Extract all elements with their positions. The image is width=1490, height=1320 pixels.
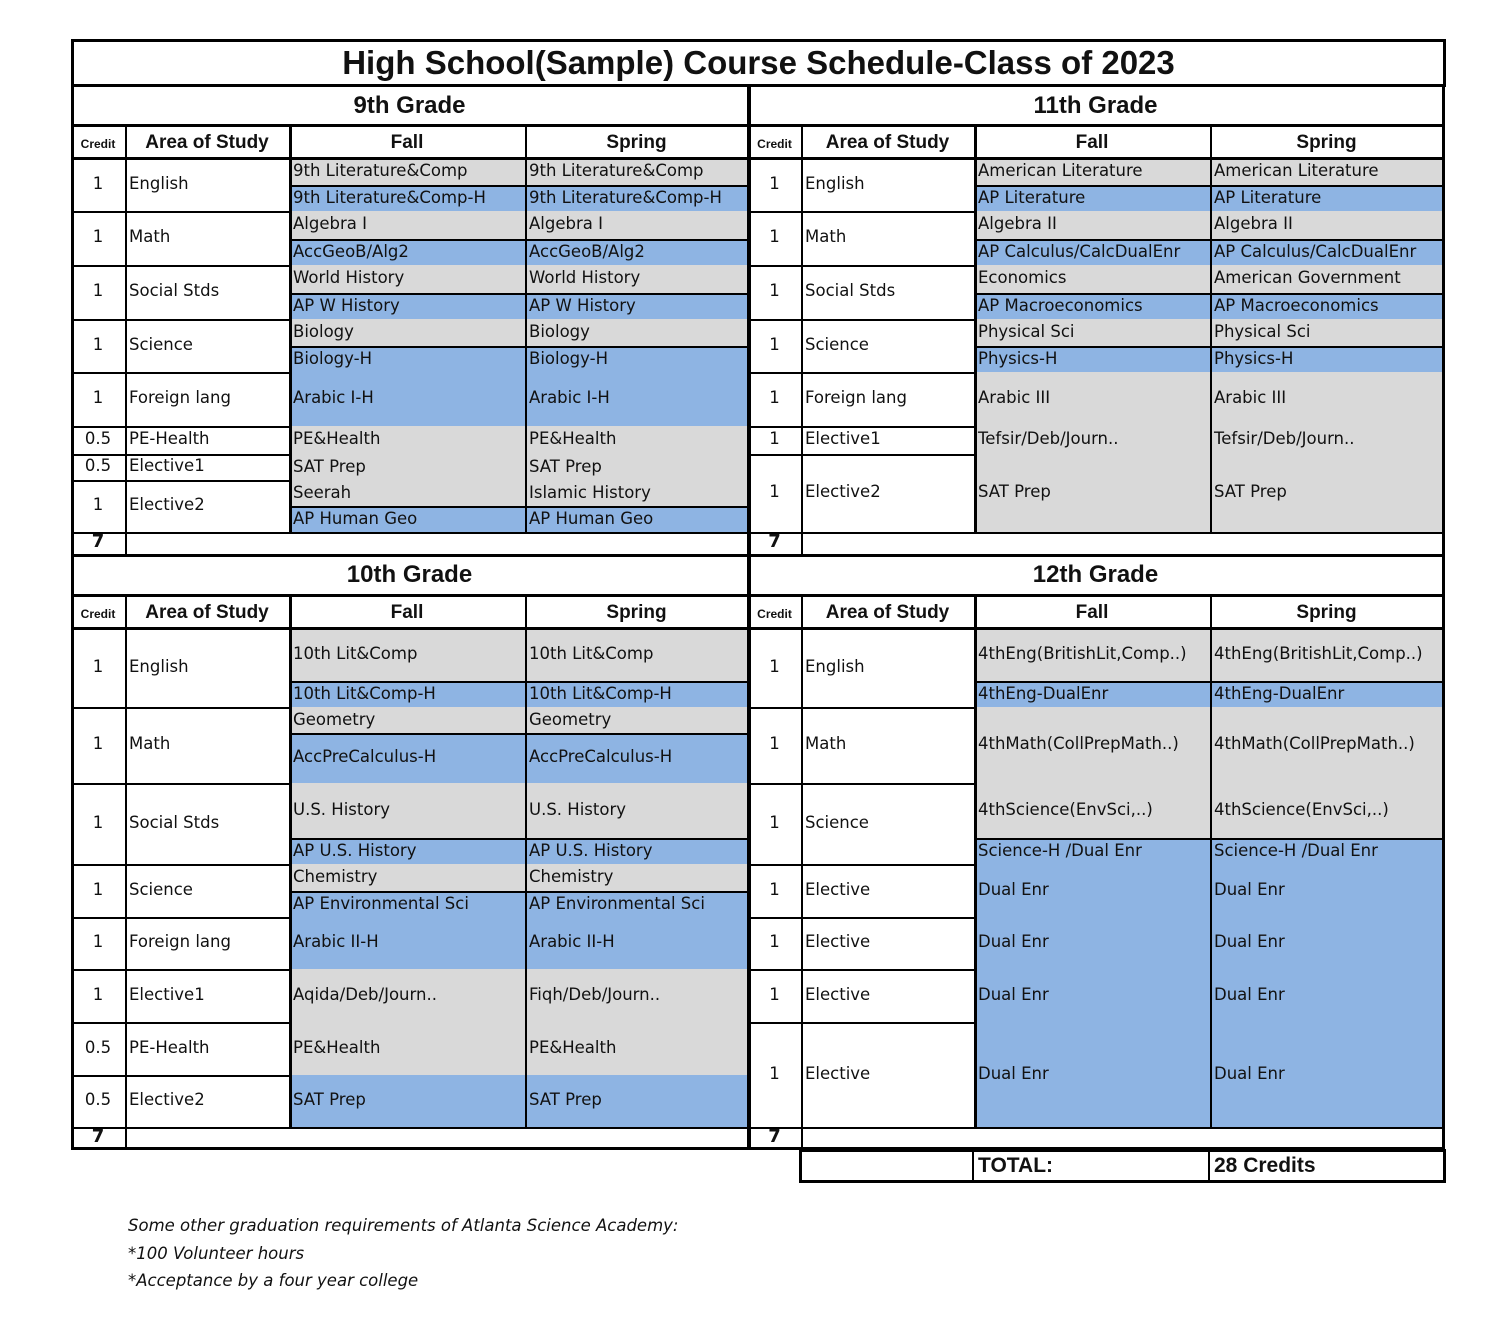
grade-11-spring-course: AP Macroeconomics — [1214, 296, 1379, 315]
grid-line — [748, 87, 751, 556]
grade-9-area-header: Area of Study — [145, 132, 269, 153]
grade-12-spring-course: 4thEng-DualEnr — [1214, 684, 1345, 703]
grade-10-fall-course: 10th Lit&Comp — [293, 643, 418, 663]
grade-11-credit-value: 1 — [769, 173, 780, 193]
total-divider-2 — [1208, 1149, 1210, 1183]
grade-10-fall-course: AP Environmental Sci — [293, 894, 469, 913]
grade-9-fall-course: SAT Prep — [293, 457, 366, 476]
grade-9-area-name: Math — [129, 227, 171, 246]
grade-10-fall-course: 10th Lit&Comp-H — [293, 684, 436, 703]
grid-line — [748, 1127, 1443, 1129]
grade-9-spring-course: 9th Literature&Comp — [529, 161, 704, 180]
grid-line — [125, 124, 127, 556]
grade-9-credit-value: 1 — [92, 334, 104, 354]
grade-10-fall-course: Geometry — [293, 710, 376, 729]
grade-10-area-name: PE-Health — [129, 1037, 210, 1057]
grade-11-fall-course: Physical Sci — [978, 322, 1075, 341]
grid-line — [289, 681, 748, 683]
grade-9-area-name: Social Stds — [129, 281, 220, 300]
grade-12-area-name: English — [805, 656, 865, 676]
grade-11-credit-value: 1 — [769, 281, 780, 300]
grade-12-spring-course: 4thMath(CollPrepMath..) — [1214, 734, 1415, 753]
grid-line — [748, 556, 751, 1149]
grade-11-fall-header: Fall — [1075, 132, 1109, 153]
grade-9-spring-course: World History — [529, 268, 641, 287]
grid-line — [748, 627, 1443, 630]
grade-12-spring-course: 4thScience(EnvSci,..) — [1214, 799, 1389, 819]
grid-line — [974, 239, 1443, 241]
grade-9-heading: 9th Grade — [353, 92, 466, 119]
grid-line — [748, 594, 1443, 597]
grid-line — [525, 594, 527, 1127]
grade-9-spring-course: Biology — [529, 322, 590, 341]
grade-11-area-name: Science — [805, 334, 869, 354]
grade-9-fall-course: PE&Health — [293, 429, 381, 448]
grade-9-spring-course: PE&Health — [529, 429, 617, 448]
grade-11-spring-course: Physics-H — [1214, 349, 1294, 368]
grade-10-credit-value: 0.5 — [84, 1090, 112, 1109]
grade-10-spring-course: U.S. History — [529, 799, 626, 819]
grid-line — [289, 185, 748, 187]
grade-11-area-name: Math — [805, 227, 847, 246]
grade-9-fall-course: World History — [293, 268, 405, 287]
grade-11-spring-course: AP Literature — [1214, 188, 1322, 207]
grade-10-fall-header: Fall — [390, 602, 424, 623]
grid-line — [748, 532, 1443, 534]
grade-9-area-name: Science — [129, 334, 193, 354]
grid-line — [71, 1147, 748, 1150]
grade-11-spring-course: Tefsir/Deb/Journ.. — [1214, 429, 1355, 448]
grade-11-spring-header: Spring — [1296, 132, 1357, 153]
grade-9-fall-course: Algebra I — [293, 214, 367, 233]
grid-line — [71, 594, 748, 597]
grade-11-fall-course: AP Calculus/CalcDualEnr — [978, 242, 1181, 261]
grade-12-credit-value: 1 — [769, 812, 780, 832]
grid-line — [289, 733, 748, 735]
grade-12-credit-value: 1 — [769, 932, 780, 951]
grid-line — [801, 124, 803, 556]
grade-10-fall-course: U.S. History — [293, 799, 390, 819]
grade-11-spring-course: Physical Sci — [1214, 322, 1311, 341]
grade-9-spring-course: 9th Literature&Comp-H — [529, 188, 722, 207]
grade-9-area-name: Foreign lang — [129, 388, 231, 407]
grade-10-spring-course: SAT Prep — [529, 1090, 602, 1109]
grade-10-spring-header: Spring — [606, 602, 667, 623]
grade-10-area-name: Elective2 — [129, 1090, 205, 1109]
grade-10-spring-course: AccPreCalculus-H — [529, 747, 673, 766]
total-box — [799, 1149, 1446, 1183]
grade-12-fall-course: Dual Enr — [978, 984, 1049, 1004]
grade-12-credit-value: 1 — [769, 879, 780, 899]
grade-12-area-name: Science — [805, 812, 869, 832]
grade-12-area-name: Elective — [805, 879, 871, 899]
grid-line — [71, 554, 748, 557]
grade-9-spring-course: SAT Prep — [529, 457, 602, 476]
grade-11-area-name: Social Stds — [805, 281, 896, 300]
grid-line — [71, 1127, 748, 1129]
grade-12-area-header: Area of Study — [825, 602, 950, 623]
grade-11-area-name: Foreign lang — [805, 388, 907, 407]
grade-10-area-name: Elective1 — [129, 984, 205, 1004]
grade-11-fall-course: Economics — [978, 268, 1067, 287]
grade-9-fall-course: Biology — [293, 322, 354, 341]
grade-12-credit-value: 1 — [769, 984, 780, 1004]
grade-9-spring-course: Arabic I-H — [529, 388, 610, 407]
grid-line — [289, 293, 748, 295]
grid-line — [748, 1147, 1443, 1150]
grade-9-credit-value: 1 — [92, 388, 104, 407]
grade-11-spring-course: AP Calculus/CalcDualEnr — [1214, 242, 1417, 261]
grid-line — [289, 506, 748, 508]
grade-10-credit-value: 1 — [92, 812, 104, 832]
grade-12-credit-value: 1 — [769, 1063, 780, 1083]
grade-11-fall-course: AP Macroeconomics — [978, 296, 1143, 315]
grid-line — [974, 594, 977, 1127]
grade-9-fall-course: AP W History — [293, 296, 400, 315]
grid-line — [525, 124, 527, 532]
grade-12-spring-course: Dual Enr — [1214, 879, 1285, 899]
grade-9-spring-course: Biology-H — [529, 349, 608, 368]
grade-12-fall-course: Science-H /Dual Enr — [978, 841, 1142, 860]
grade-11-spring-course: American Government — [1214, 268, 1401, 287]
grid-line — [289, 594, 292, 1127]
grade-11-credit-value: 1 — [769, 388, 780, 407]
grade-12-credit-value: 1 — [769, 734, 780, 753]
grade-11-spring-course: American Literature — [1214, 161, 1379, 180]
grade-11-area-header: Area of Study — [825, 132, 950, 153]
grid-line — [974, 681, 1443, 683]
grade-10-area-name: Social Stds — [129, 812, 220, 832]
grade-9-credit-value: 0.5 — [84, 456, 112, 475]
grade-9-spring-course: AP W History — [529, 296, 636, 315]
grade-11-credit-value: 1 — [769, 429, 780, 448]
grade-10-fall-course: Aqida/Deb/Journ.. — [293, 984, 437, 1004]
total-divider-1 — [972, 1149, 974, 1183]
grade-12-area-name: Elective — [805, 1063, 871, 1083]
grade-9-spring-course: Algebra I — [529, 214, 603, 233]
grade-10-credit-value: 1 — [92, 734, 104, 753]
grade-10-credit-value: 1 — [92, 932, 104, 951]
grid-line — [289, 239, 748, 241]
grid-line — [71, 532, 748, 534]
grade-11-area-name: Elective1 — [805, 429, 881, 448]
grid-line — [974, 293, 1443, 295]
grade-11-credit-value: 1 — [769, 482, 780, 501]
grid-line — [1442, 556, 1445, 1149]
grade-9-area-name: Elective1 — [129, 456, 205, 475]
grid-line — [71, 157, 748, 160]
grade-9-spring-course: AP Human Geo — [529, 509, 654, 528]
grade-9-spring-course: AccGeoB/Alg2 — [529, 242, 645, 261]
total-value: 28 Credits — [1214, 1154, 1316, 1177]
grid-line — [289, 891, 748, 893]
grade-12-fall-course: Dual Enr — [978, 932, 1049, 951]
grade-11-fall-course: AP Literature — [978, 188, 1086, 207]
grid-line — [71, 627, 748, 630]
grade-12-spring-course: Dual Enr — [1214, 1063, 1285, 1083]
grade-12-fall-course: Dual Enr — [978, 1063, 1049, 1083]
grade-12-spring-header: Spring — [1296, 602, 1357, 623]
grade-9-fall-course: 9th Literature&Comp — [293, 161, 468, 180]
grid-line — [801, 594, 803, 1149]
grade-12-spring-course: 4thEng(BritishLit,Comp..) — [1214, 643, 1423, 663]
grade-10-credit-value: 1 — [92, 656, 104, 676]
grid-line — [1210, 124, 1212, 532]
grade-10-spring-course: PE&Health — [529, 1037, 617, 1057]
grade-10-fall-course: Chemistry — [293, 867, 378, 886]
grade-10-fall-course: PE&Health — [293, 1037, 381, 1057]
grade-10-spring-course: Chemistry — [529, 867, 614, 886]
grade-11-area-name: English — [805, 173, 865, 193]
grade-9-fall-course: Biology-H — [293, 349, 372, 368]
grade-10-area-name: Foreign lang — [129, 932, 231, 951]
grade-12-credit-value: 1 — [769, 656, 780, 676]
grade-12-fall-header: Fall — [1075, 602, 1109, 623]
grade-10-spring-course: AP Environmental Sci — [529, 894, 705, 913]
grade-10-area-name: Science — [129, 879, 193, 899]
grid-line — [974, 185, 1443, 187]
grade-12-credit-header: Credit — [757, 607, 792, 621]
notes-college: *Acceptance by a four year college — [128, 1271, 419, 1290]
grade-12-area-name: Math — [805, 734, 847, 753]
grade-10-credit-value: 1 — [92, 879, 104, 899]
grade-9-area-name: English — [129, 173, 189, 193]
grade-11-heading: 11th Grade — [1033, 92, 1158, 119]
grade-10-credit-header: Credit — [80, 607, 116, 621]
grade-10-area-name: English — [129, 656, 189, 676]
grade-11-spring-course: Algebra II — [1214, 214, 1293, 233]
grid-line — [71, 124, 748, 127]
grade-9-credit-value: 1 — [92, 495, 104, 514]
grade-12-heading: 12th Grade — [1032, 561, 1159, 588]
grid-line — [289, 124, 292, 532]
grade-10-fall-course: SAT Prep — [293, 1090, 366, 1109]
grade-12-area-name: Elective — [805, 932, 871, 951]
grade-10-credit-value: 0.5 — [84, 1037, 112, 1057]
grid-line — [71, 87, 74, 556]
grade-12-spring-course: Dual Enr — [1214, 984, 1285, 1004]
grade-12-fall-course: 4thScience(EnvSci,..) — [978, 799, 1153, 819]
grade-11-area-name: Elective2 — [805, 482, 881, 501]
grid-line — [748, 554, 1443, 557]
grade-11-credit-header: Credit — [757, 137, 792, 151]
grid-line — [289, 346, 748, 348]
grade-9-spring-course: Islamic History — [529, 483, 651, 502]
grid-line — [974, 346, 1443, 348]
grade-12-fall-course: 4thMath(CollPrepMath..) — [978, 734, 1179, 753]
grade-10-fall-course: Arabic II-H — [293, 932, 379, 951]
grade-9-fall-course: AccGeoB/Alg2 — [293, 242, 409, 261]
grade-10-spring-course: Fiqh/Deb/Journ.. — [529, 984, 661, 1004]
grid-line — [748, 157, 1443, 160]
grade-12-area-name: Elective — [805, 984, 871, 1004]
grid-line — [125, 594, 127, 1149]
grid-line — [1210, 594, 1212, 1127]
grade-11-spring-course: SAT Prep — [1214, 482, 1287, 501]
grade-12-fall-course: 4thEng(BritishLit,Comp..) — [978, 643, 1187, 663]
grade-11-fall-course: Arabic III — [978, 388, 1051, 407]
grade-10-fall-course: AccPreCalculus-H — [293, 747, 437, 766]
total-label: TOTAL: — [978, 1154, 1054, 1177]
grade-9-credit-value: 1 — [92, 227, 104, 246]
grade-12-spring-course: Science-H /Dual Enr — [1214, 841, 1378, 860]
grid-line — [71, 556, 74, 1149]
grade-10-spring-course: 10th Lit&Comp — [529, 643, 654, 663]
grade-10-spring-course: Geometry — [529, 710, 612, 729]
grade-11-credit-total: 7 — [768, 531, 781, 552]
notes-volunteer: *100 Volunteer hours — [128, 1244, 305, 1263]
grade-11-fall-course: Algebra II — [978, 214, 1057, 233]
grade-9-fall-header: Fall — [390, 132, 424, 153]
grade-10-spring-course: Arabic II-H — [529, 932, 615, 951]
grade-11-credit-value: 1 — [769, 227, 780, 246]
grid-line — [289, 838, 748, 840]
grid-line — [974, 838, 1443, 840]
grade-10-area-name: Math — [129, 734, 171, 753]
grade-11-fall-course: American Literature — [978, 161, 1143, 180]
notes-intro: Some other graduation requirements of Atlanta Science Academy: — [128, 1216, 679, 1235]
page-title: High School(Sample) Course Schedule-Class of 2023 — [342, 44, 1175, 81]
grade-12-credit-total: 7 — [768, 1126, 781, 1147]
grade-9-area-name: Elective2 — [129, 495, 205, 514]
grade-11-fall-course: SAT Prep — [978, 482, 1051, 501]
grade-10-spring-course: AP U.S. History — [529, 841, 653, 860]
grade-9-fall-course: 9th Literature&Comp-H — [293, 188, 486, 207]
grade-10-fall-course: AP U.S. History — [293, 841, 417, 860]
grade-11-spring-course: Arabic III — [1214, 388, 1287, 407]
grade-9-spring-header: Spring — [606, 132, 667, 153]
grade-9-credit-total: 7 — [91, 531, 105, 552]
grade-9-credit-value: 0.5 — [84, 429, 112, 448]
grade-12-fall-course: Dual Enr — [978, 879, 1049, 899]
grade-10-credit-value: 1 — [92, 984, 104, 1004]
grade-9-credit-value: 1 — [92, 281, 104, 300]
grid-line — [974, 124, 977, 532]
grade-9-fall-course: AP Human Geo — [293, 509, 418, 528]
grade-9-fall-course: Seerah — [293, 483, 352, 502]
grade-12-fall-course: 4thEng-DualEnr — [978, 684, 1109, 703]
grade-10-heading: 10th Grade — [346, 561, 473, 588]
grid-line — [1442, 87, 1445, 556]
grade-9-fall-course: Arabic I-H — [293, 388, 374, 407]
grade-10-spring-course: 10th Lit&Comp-H — [529, 684, 672, 703]
grade-9-area-name: PE-Health — [129, 429, 210, 448]
grade-11-fall-course: Tefsir/Deb/Journ.. — [978, 429, 1119, 448]
grade-11-fall-course: Physics-H — [978, 349, 1058, 368]
grid-line — [748, 124, 1443, 127]
grade-9-credit-value: 1 — [92, 173, 104, 193]
grade-11-credit-value: 1 — [769, 334, 780, 354]
grade-12-spring-course: Dual Enr — [1214, 932, 1285, 951]
grade-10-area-header: Area of Study — [145, 602, 269, 623]
grade-10-credit-total: 7 — [91, 1126, 105, 1147]
grade-9-credit-header: Credit — [80, 137, 116, 151]
